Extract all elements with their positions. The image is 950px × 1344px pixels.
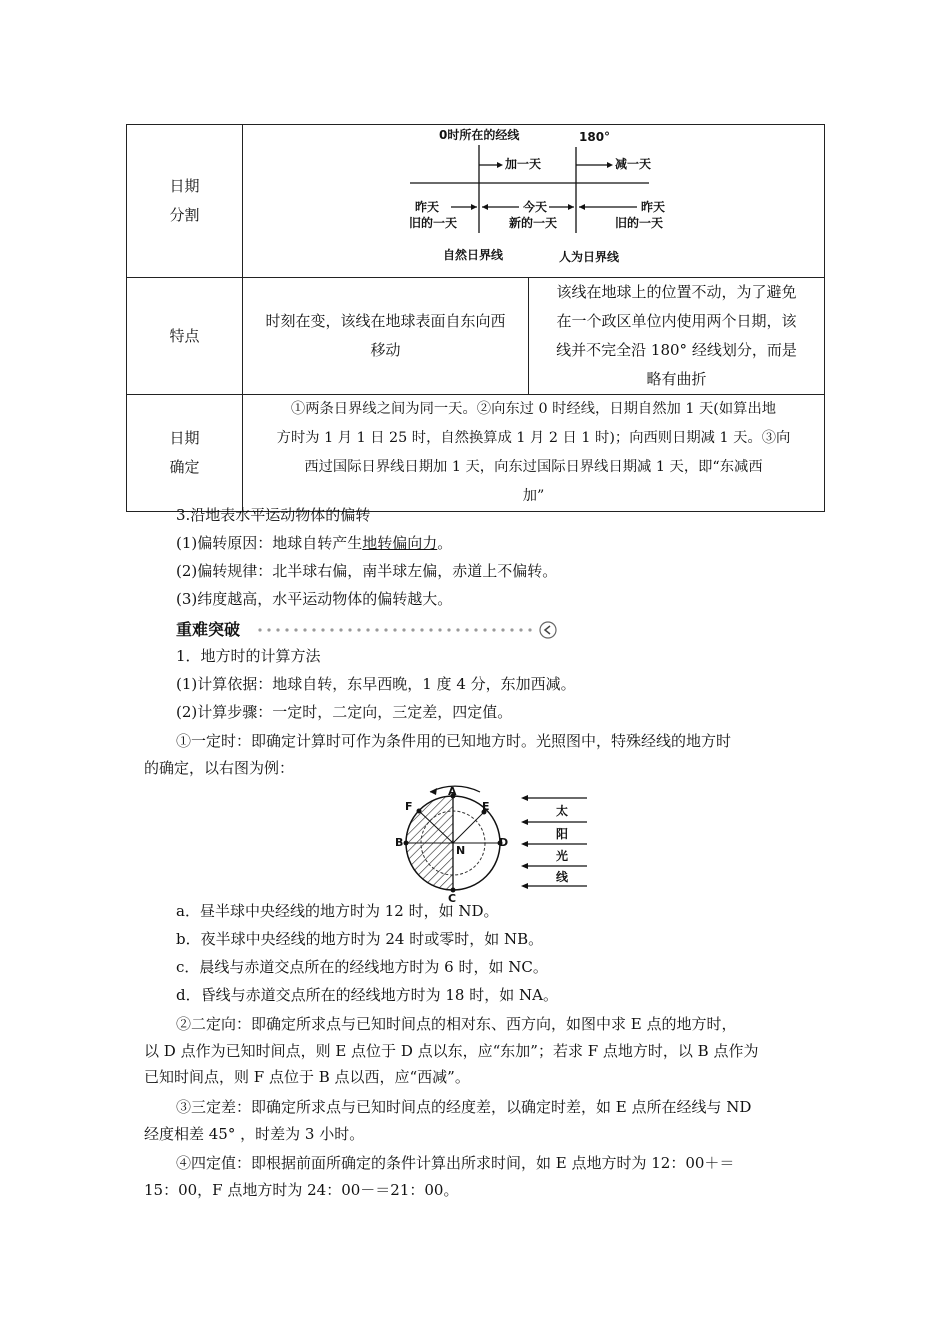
point-a-label: A <box>448 785 457 798</box>
chevron-left-icon <box>540 622 556 638</box>
body-l8: 已知时间点，则 F 点位于 B 点以西，应“西减”。 <box>144 1068 470 1086</box>
dateline-table <box>126 124 825 512</box>
artificial-dateline-label: 人为日界线 <box>559 250 620 264</box>
right-yesterday-label: 昨天 <box>641 200 666 214</box>
body-l12: 15：00，F 点地方时为 24：00－＝21：00。 <box>144 1181 459 1199</box>
body-l4: ①一定时：即确定计算时可作为条件用的已知地方时。光照图中，特殊经线的地方时 <box>176 732 732 750</box>
heading-title: 重难突破 <box>176 620 241 639</box>
row-label-date-determination: 日期 确定 <box>127 395 243 512</box>
section3-p3: (3)纬度越高，水平运动物体的偏转越大。 <box>176 590 453 608</box>
point-f-label: F <box>405 800 413 813</box>
date-determination-rules: ①两条日界线之间为同一天。②向东过 0 时经线，日期自然加 1 天(如算出地 方时为 1 月 1 日 25 时，自然换算成 1 月 2 日 1 时)；向西则日期减 1 天。③向 西过国际日界线日期加 1 天，向东过国际日界线日期减 1 天，即“东减西 加” <box>243 395 825 512</box>
left-yesterday-label: 昨天 <box>415 200 440 214</box>
row-label-features: 特点 <box>127 278 243 395</box>
point-c-label: C <box>448 892 457 904</box>
add-day-label: 加一天 <box>505 157 542 171</box>
sun-char-3: 光 <box>556 849 569 863</box>
section3-title: 3.沿地表水平运动物体的偏转 <box>176 506 371 524</box>
meridian-180-label: 180° <box>579 130 611 144</box>
zero-hour-meridian-label: 0时所在的经线 <box>439 128 520 142</box>
body-l5: 的确定，以右图为例： <box>144 759 295 777</box>
sun-char-2: 阳 <box>556 827 569 841</box>
section-heading <box>176 619 558 641</box>
new-day-label: 新的一天 <box>509 216 558 230</box>
section3-p1: (1)偏转原因：地球自转产生地转偏向力。 <box>176 534 453 552</box>
today-label: 今天 <box>523 200 548 214</box>
body-l2: (1)计算依据：地球自转，东早西晚，1 度 4 分，东加西减。 <box>176 675 576 693</box>
point-d-label: D <box>499 836 509 849</box>
dateline-diagram <box>243 125 825 277</box>
section3-p2: (2)偏转规律：北半球右偏，南半球左偏，赤道上不偏转。 <box>176 562 558 580</box>
body-ld: d．昏线与赤道交点所在的经线地方时为 18 时，如 NA。 <box>176 986 558 1004</box>
north-pole-label: N <box>456 844 466 857</box>
body-l6: ②二定向：即确定所求点与已知时间点的相对东、西方向，如图中求 E 点的地方时， <box>176 1015 737 1033</box>
body-l11: ④四定值：即根据前面所确定的条件计算出所求时间，如 E 点地方时为 12：00＋＝ <box>176 1154 735 1172</box>
illumination-globe-diagram <box>390 784 600 904</box>
artificial-line-feature: 该线在地球上的位置不动，为了避免 在一个政区单位内使用两个日期，该 线并不完全沿 180° 经线划分，而是 略有曲折 <box>529 278 825 395</box>
body-l3: (2)计算步骤：一定时，二定向，三定差，四定值。 <box>176 703 513 721</box>
body-l7: 以 D 点作为已知时间点，则 E 点位于 D 点以东，应“东加”；若求 F 点地方时，以 B 点作为 <box>144 1042 759 1060</box>
body-lb: b．夜半球中央经线的地方时为 24 时或零时，如 NB。 <box>176 930 544 948</box>
left-old-day-label: 旧的一天 <box>409 216 458 230</box>
heading-decoration <box>176 619 558 641</box>
sun-char-4: 线 <box>556 870 569 884</box>
body-l1: 1．地方时的计算方法 <box>176 647 321 665</box>
point-b-label: B <box>395 836 404 849</box>
sub-day-label: 减一天 <box>615 157 652 171</box>
body-l9: ③三定差：即确定所求点与已知时间点的经度差，以确定时差，如 E 点所在经线与 ND <box>176 1098 752 1116</box>
row-label-date-division: 日期 分割 <box>127 125 243 278</box>
body-la: a．昼半球中央经线的地方时为 12 时，如 ND。 <box>176 902 499 920</box>
point-e-label: E <box>482 800 490 813</box>
natural-line-feature: 时刻在变，该线在地球表面自东向西 移动 <box>243 278 529 395</box>
sun-char-1: 太 <box>556 804 569 818</box>
dateline-diagram-cell <box>243 125 825 278</box>
natural-dateline-label: 自然日界线 <box>443 248 504 262</box>
body-lc: c．晨线与赤道交点所在的经线地方时为 6 时，如 NC。 <box>176 958 548 976</box>
body-l10: 经度相差 45° ，时差为 3 小时。 <box>144 1125 365 1143</box>
coriolis-force-term: 地转偏向力 <box>362 534 438 552</box>
right-old-day-label: 旧的一天 <box>615 216 664 230</box>
